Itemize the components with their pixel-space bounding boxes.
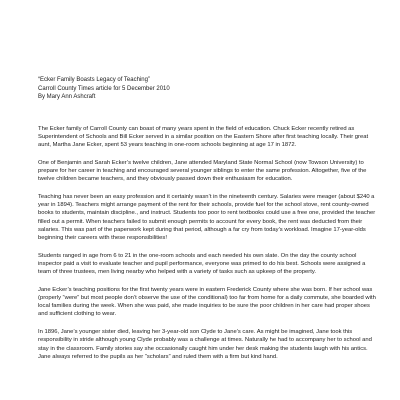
article-title: “Ecker Family Boasts Legacy of Teaching” (38, 77, 150, 83)
paragraph-clyde: In 1896, Jane’s younger sister died, leaving her 3-year-old son Clyde to Jane’s care. As might be imagined, Jane took this responsibility in stride although young Clyde probably was a challenge at times. Naturally he had to accompany her to school and stay in the classroom. Family stories say she occasionally caught him under her desk making the students laugh with his antics. Jane always referred to the pupils as her “scholars” and ruled them with a firm but kind hand. (38, 329, 372, 360)
paragraph-intro: The Ecker family of Carroll County can boast of many years spent in the field of education. Chuck Ecker recently retired as Superintendent of Schools and Bill Ecker served in a similar position on the Eastern Shore after first teaching locally. Their great aunt, Martha Jane Ecker, spent 53 years teaching in one-room schools beginning at age 17 in 1872. (38, 125, 369, 149)
paragraph-jane-background: One of Benjamin and Sarah Ecker’s twelve children, Jane attended Maryland State Normal School (now Towson University) to prepare for her career in teaching and encouraged several younger siblings to enter the same profession. Altogether, five of the twelve children became teachers, and they obviously passed down their enthusiasm for education. (38, 159, 367, 183)
paragraph-teaching-conditions: Teaching has never been an easy profession and it certainly wasn’t in the nineteenth century. Salaries were meager (about $240 a year in 1894). Teachers might arrange payment of the rent for their schools, provide fuel for the school stove, rent county-owned books to students, maintain discipline., and instruct. Students too poor to rent textbooks could use a free one, provided the teacher filled out a permit. When teachers failed to submit enough permits to account for every book, the rent was deducted from their salaries. This was part of the paperwork kept during that period, although a far cry from today’s workload. Imagine 17-year-olds beginning their careers with these responsibilities! (38, 194, 376, 242)
paragraph-positions: Jane Ecker’s teaching positions for the first twenty years were in eastern Frederick County where she was born. If her school was (properly “were” but most people don’t observe the use of the conditional) too far from home for a daily commute, she boarded with local families during the week. When she was paid, she made inquiries to be sure the poor children in her care had proper shoes and sufficient clothing to wear. (38, 286, 376, 318)
article-byline: By Mary Ann Ashcraft (38, 94, 96, 101)
paragraph-students: Students ranged in age from 6 to 21 in the one-room schools and each needed his own slate. On the day the county school inspector paid a visit to evaluate teacher and pupil performance, everyone was primed to do his best. Schools were assigned a team of three trustees, men living nearby who helped with a variety of tasks such as upkeep of the property. (38, 252, 366, 276)
spacer (38, 102, 379, 125)
article-source: Carroll County Times article for 5 December 2010 (38, 85, 170, 92)
